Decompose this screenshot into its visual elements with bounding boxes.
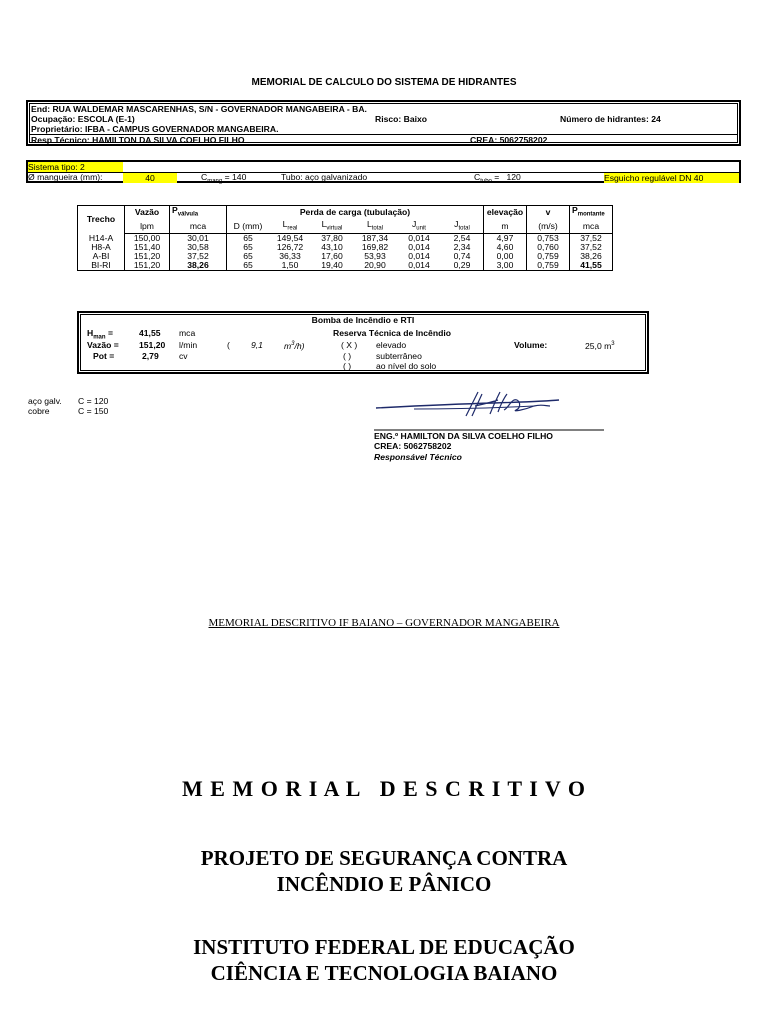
col-pv: $P_{válvula}$ [170, 206, 227, 220]
col-lreal: $L_{real}$ [269, 220, 311, 234]
option-elevated-mark: ( X ) [341, 340, 358, 350]
col-ltotal: $L_{total}$ [353, 220, 397, 234]
cell-lvirt: 43,10 [321, 242, 343, 253]
power-label: Pot = [93, 351, 115, 361]
cell-jtot: 2,34 [441, 243, 484, 252]
pump-box [77, 311, 649, 374]
cell-junit: 0,014 [397, 261, 441, 271]
technician-line: Resp Técnico: HAMILTON DA SILVA COELHO FILHO [31, 135, 245, 145]
pipe-material: Tubo: aço galvanizado [281, 172, 368, 182]
cell-vazao: 150,00 [125, 234, 170, 244]
col-lvirtual: $L_{virtual}$ [311, 220, 353, 234]
crea-line: CREA: 5062758202 [470, 135, 548, 145]
table-row [78, 261, 613, 271]
coef-aco-label: aço galv. [28, 396, 62, 406]
col-junit: $J_{unit}$ [397, 220, 441, 234]
cell-pv: 37,52 [170, 252, 227, 261]
project-line-2: INCÊNDIO E PÂNICO [276, 872, 492, 896]
cell-jtot: 0,74 [441, 252, 484, 261]
signature-crea: CREA: 5062758202 [374, 441, 452, 451]
volume-label: Volume: [514, 340, 548, 350]
cell-ltot: 53,93 [364, 251, 386, 262]
flow-unit: l/min [179, 340, 198, 350]
cell-lreal: 126,72 [276, 242, 304, 253]
cell-junit: 0,014 [408, 251, 430, 262]
coef-cobre-value: C = 150 [78, 406, 109, 416]
volume-value: 25,0 $m^3$ [585, 340, 615, 351]
cell-elev: 4,97 [484, 234, 527, 244]
risk-line: Risco: Baixo [375, 114, 428, 124]
document-title: MEMORIAL DE CALCULO DO SISTEMA DE HIDRANTES [251, 77, 517, 88]
cell-jtot: 0,29 [441, 261, 484, 271]
cell-lvirt: 17,60 [321, 251, 343, 262]
cell-d: 65 [227, 261, 270, 271]
owner-line: Proprietário: IFBA - CAMPUS GOVERNADOR MANGABEIRA. [31, 124, 279, 134]
col-trecho: Trecho [78, 206, 125, 234]
col-d: D (mm) [227, 220, 270, 234]
power-value: 2,79 [142, 351, 159, 361]
cell-vazao: 151,20 [125, 261, 170, 271]
nozzle-type: Esguicho regulável DN 40 [604, 173, 739, 183]
institute-line-1: INSTITUTO FEDERAL DE EDUCAÇÃO [193, 935, 575, 959]
cell-pm: 38,26 [570, 252, 613, 261]
hydrant-count: Número de hidrantes: 24 [560, 114, 661, 124]
hose-diameter-value: 40 [123, 173, 177, 183]
hose-label: Ø mangueira (mm): [28, 172, 103, 182]
col-perda: Perda de carga (tubulação) [227, 206, 484, 220]
option-underground-mark: ( ) [343, 351, 352, 361]
option-ground-mark: ( ) [343, 361, 352, 371]
col-pm: $P_{montante}$ [570, 206, 613, 220]
cell-trecho: H14-A [78, 234, 125, 244]
cell-d: 65 [243, 251, 253, 262]
cell-pv: 38,26 [170, 261, 227, 271]
project-line-1: PROJETO DE SEGURANÇA CONTRA [200, 846, 568, 870]
cell-vazao: 151,20 [125, 252, 170, 261]
coef-cobre-label: cobre [28, 406, 50, 416]
unit-lpm: lpm [125, 220, 170, 234]
signature-image [374, 386, 604, 432]
cell-trecho: H8-A [78, 243, 125, 252]
unit-mca-2: mca [570, 220, 613, 234]
descritivo-title: M E M O R I A L D E S C R I T I V O [182, 776, 586, 801]
calculation-table [77, 205, 613, 271]
cell-d: 65 [243, 233, 253, 244]
cell-pv: 30,58 [170, 243, 227, 252]
descritivo-header: MEMORIAL DESCRITIVO IF BAIANO – GOVERNADOR MANGABEIRA [208, 617, 560, 629]
cell-elev: 3,00 [484, 261, 527, 271]
unit-ms: (m/s) [527, 220, 570, 234]
cell-v: 0,759 [527, 252, 570, 261]
cell-lvirt: 19,40 [311, 261, 353, 271]
cell-pm: 37,52 [570, 234, 613, 244]
flow-m3h-unit: $m^3/h$) [284, 340, 305, 351]
cell-trecho: A-BI [78, 252, 125, 261]
paren-open: ( [227, 340, 230, 350]
cell-lreal: 1,50 [269, 261, 311, 271]
pump-title: Bomba de Incêndio e RTI [311, 315, 415, 325]
cell-pv: 30,01 [170, 234, 227, 244]
cell-v: 0,759 [527, 261, 570, 271]
flow-m3h-value: 9,1 [251, 340, 263, 350]
cell-v: 0,753 [527, 234, 570, 244]
col-jtotal: $J_{total}$ [441, 220, 484, 234]
col-vazao: Vazão [125, 206, 170, 220]
system-type: Sistema tipo: 2 [28, 162, 123, 172]
cell-lreal: 36,33 [279, 251, 301, 262]
hman-value: 41,55 [139, 328, 161, 338]
signature-role: Responsável Técnico [374, 452, 462, 462]
cell-pm: 41,55 [570, 261, 613, 271]
coef-aco-value: C = 120 [78, 396, 109, 406]
header-info-box [26, 100, 741, 146]
unit-mca: mca [170, 220, 227, 234]
occupancy-line: Ocupação: ESCOLA (E-1) [31, 114, 135, 124]
reserve-title: Reserva Técnica de Incêndio [333, 328, 451, 338]
power-unit: cv [179, 351, 188, 361]
c-tubo: $C_{tubo}$ = 120 [474, 172, 521, 185]
unit-m: m [484, 220, 527, 234]
cell-d: 65 [243, 242, 253, 253]
cell-elev: 4,60 [484, 243, 527, 252]
hman-label: $H_{man}$ = [87, 328, 113, 341]
cell-junit: 0,014 [408, 233, 430, 244]
option-ground: ao nível do solo [376, 361, 437, 371]
col-v: v [527, 206, 570, 220]
col-elev: elevação [484, 206, 527, 220]
system-box [26, 160, 741, 183]
address-line: End: RUA WALDEMAR MASCARENHAS, S/N - GOVERNADOR MANGABEIRA - BA. [31, 104, 367, 114]
cell-ltot: 187,34 [361, 233, 389, 244]
flow-label: Vazão = [87, 340, 119, 350]
option-underground: subterrâneo [376, 351, 422, 361]
cell-lvirt: 37,80 [321, 233, 343, 244]
signature-name: ENG.º HAMILTON DA SILVA COELHO FILHO [374, 431, 553, 441]
cell-ltot: 20,90 [353, 261, 397, 271]
cell-ltot: 169,82 [361, 242, 389, 253]
institute-line-2: CIÊNCIA E TECNOLOGIA BAIANO [210, 961, 558, 985]
cell-elev: 0,00 [484, 252, 527, 261]
cell-vazao: 151,40 [125, 243, 170, 252]
cell-trecho: BI-RI [78, 261, 125, 271]
flow-value: 151,20 [139, 340, 166, 350]
c-mang: $C_{mang} = 140$ [201, 172, 247, 185]
option-elevated: elevado [376, 340, 407, 350]
cell-lreal: 149,54 [276, 233, 304, 244]
cell-junit: 0,014 [408, 242, 430, 253]
cell-v: 0,760 [527, 243, 570, 252]
cell-pm: 37,52 [570, 243, 613, 252]
hman-unit: mca [179, 328, 196, 338]
cell-jtot: 2,54 [441, 234, 484, 244]
